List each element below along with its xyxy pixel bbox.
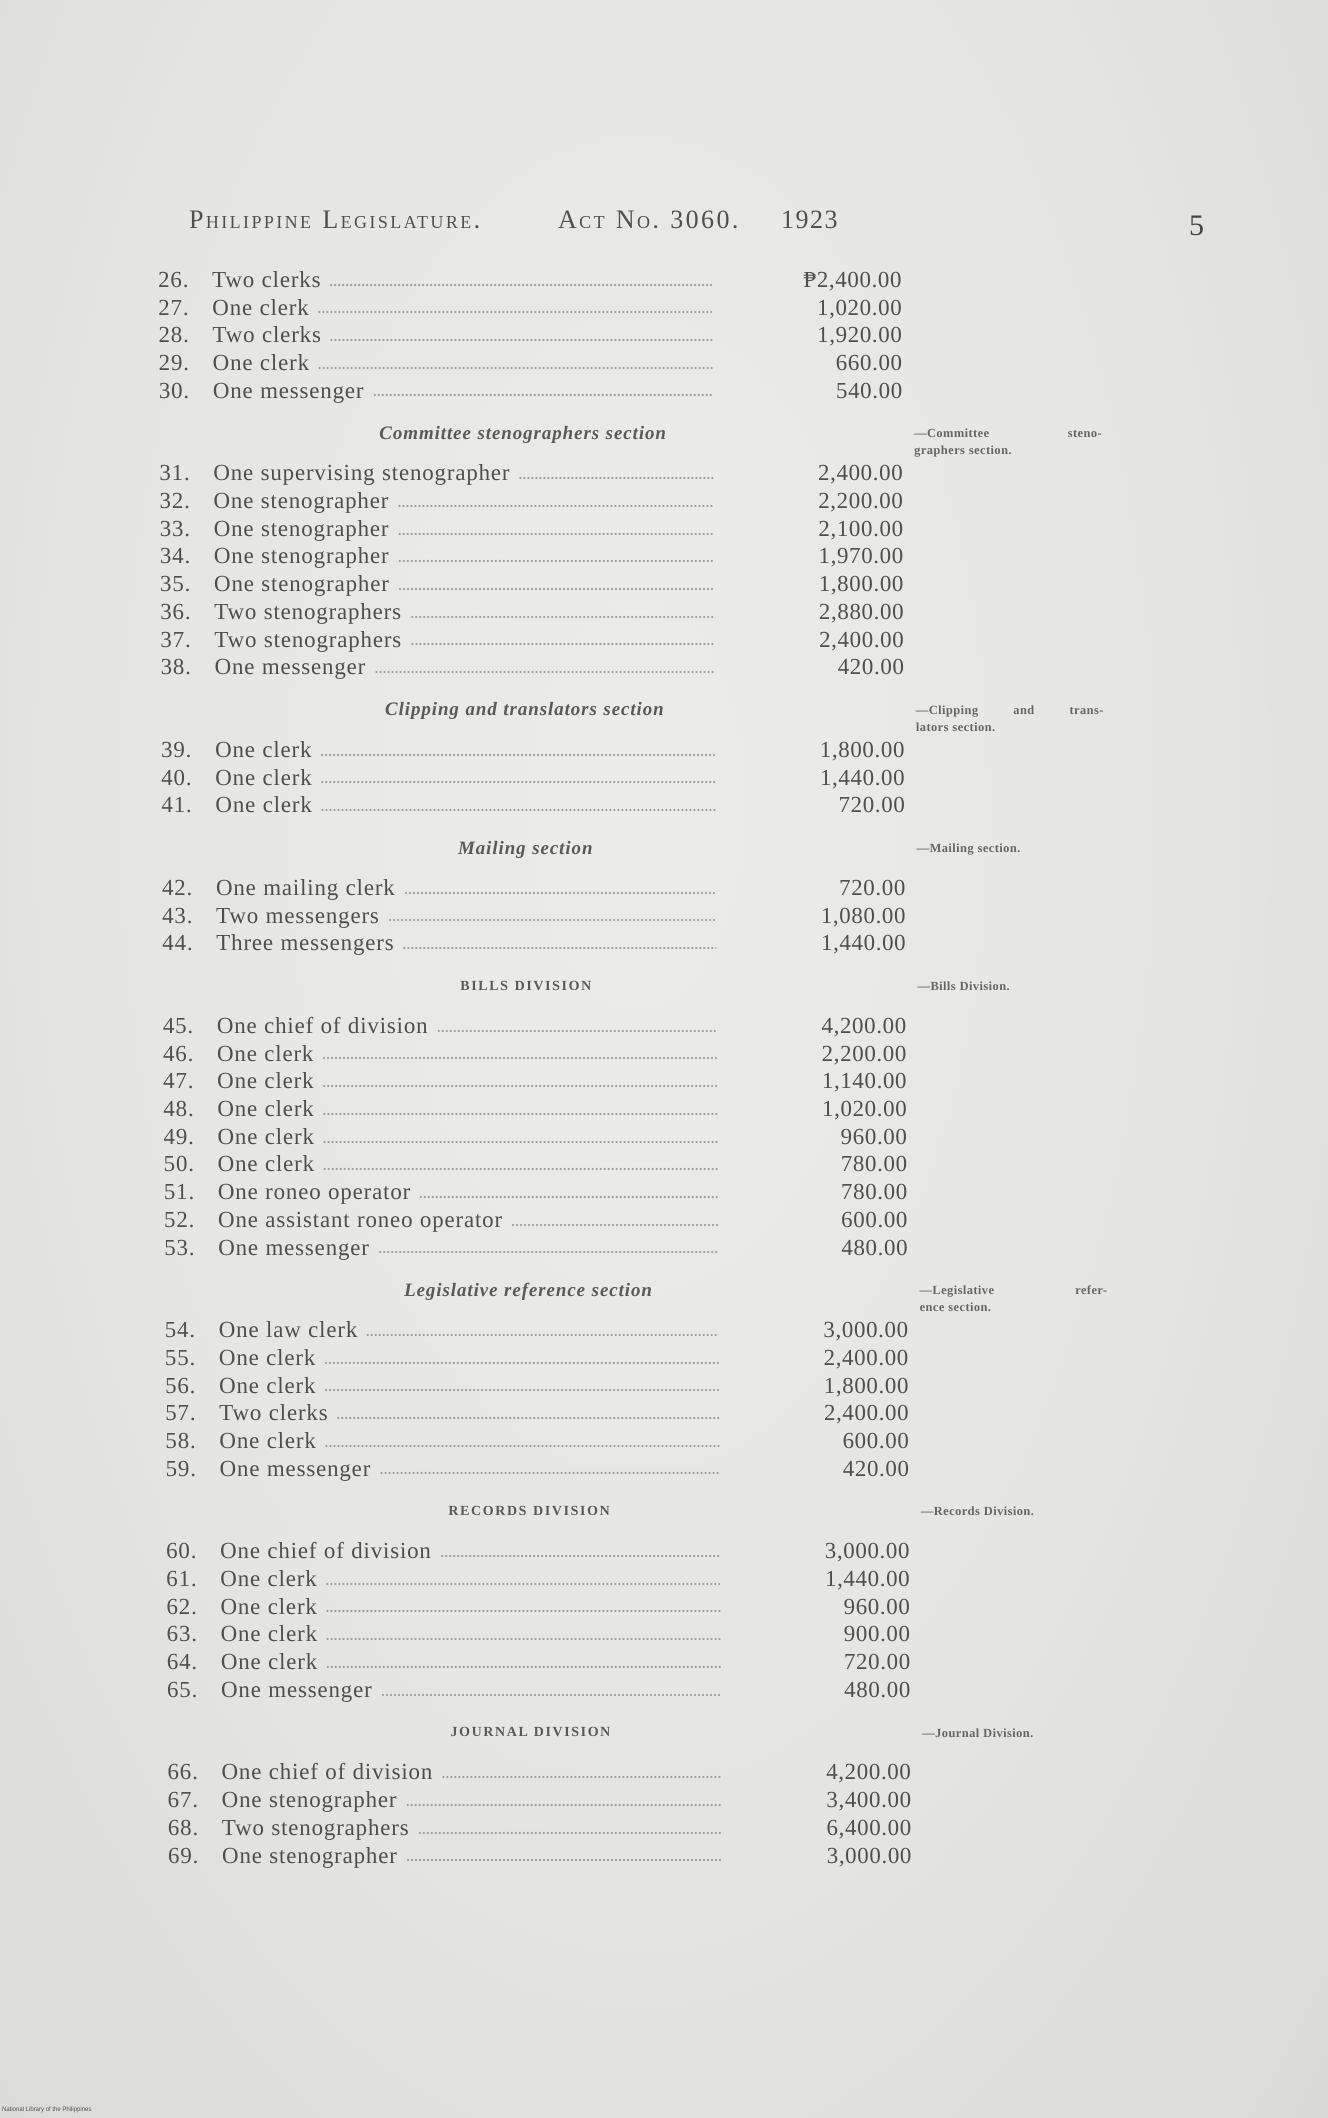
- table-row: [164, 1178, 908, 1206]
- position-label: One stenographer: [213, 515, 390, 541]
- amount-value: 660.00: [835, 349, 903, 375]
- page-number: 5: [1189, 209, 1204, 242]
- table-row: [163, 1067, 907, 1095]
- table-row: [163, 1123, 907, 1151]
- table-row: [159, 487, 903, 515]
- table-row: [164, 1206, 908, 1234]
- amount-value: 3,000.00: [824, 1538, 911, 1564]
- item-number: 66.: [167, 1759, 199, 1785]
- appropriation-list: [158, 266, 1108, 1869]
- amount-value: 900.00: [843, 1621, 911, 1647]
- amount-value: 1,920.00: [817, 322, 903, 348]
- dot-leader: [404, 890, 716, 894]
- table-row: [162, 901, 906, 929]
- item-number: 34.: [159, 543, 192, 569]
- item-number: 30.: [158, 377, 191, 403]
- position-label: One clerk: [217, 1068, 315, 1094]
- item-number: 47.: [163, 1068, 195, 1094]
- dot-leader: [323, 1139, 718, 1143]
- item-number: 33.: [159, 515, 191, 541]
- position-label: One clerk: [215, 764, 313, 790]
- amount-value: 1,970.00: [818, 543, 904, 569]
- dot-leader: [318, 310, 713, 314]
- item-number: 49.: [163, 1123, 195, 1149]
- dot-leader: [511, 1222, 718, 1226]
- margin-note-line: —Committee steno-: [914, 426, 1103, 441]
- item-number: 42.: [161, 874, 194, 900]
- position-label: One clerk: [218, 1372, 317, 1398]
- dot-leader: [366, 1333, 719, 1337]
- dot-leader: [441, 1775, 721, 1779]
- position-label: One clerk: [212, 294, 310, 320]
- dot-leader: [324, 1360, 719, 1364]
- table-row: [165, 1454, 909, 1482]
- table-row: [159, 349, 903, 377]
- table-row: [166, 1565, 910, 1593]
- position-label: One stenographer: [213, 570, 390, 596]
- dot-leader: [381, 1692, 721, 1696]
- margin-note-line: —Records Division.: [920, 1504, 1035, 1519]
- margin-note-line: —Clipping and trans-: [915, 702, 1104, 717]
- item-number: 53.: [164, 1234, 196, 1260]
- position-label: One law clerk: [218, 1317, 359, 1343]
- position-label: One assistant roneo operator: [217, 1206, 503, 1232]
- dot-leader: [320, 752, 715, 756]
- dot-leader: [318, 366, 713, 370]
- table-row: [162, 874, 906, 902]
- dot-leader: [336, 1416, 719, 1420]
- dot-leader: [326, 1582, 721, 1586]
- section-heading-text: JOURNAL DIVISION: [450, 1724, 612, 1740]
- amount-value: 4,200.00: [826, 1759, 912, 1785]
- section-heading-text: Clipping and translators section: [384, 699, 665, 721]
- amount-value: 1,800.00: [818, 570, 905, 596]
- amount-value: 1,140.00: [821, 1068, 908, 1094]
- position-label: Two clerks: [219, 1400, 329, 1426]
- position-label: One mailing clerk: [215, 874, 396, 900]
- dot-leader: [378, 1250, 718, 1254]
- amount-value: 1,800.00: [823, 1372, 910, 1398]
- item-number: 40.: [161, 764, 193, 790]
- margin-note: [917, 978, 1105, 995]
- item-number: 45.: [162, 1012, 195, 1038]
- item-number: 35.: [159, 570, 192, 596]
- dot-leader: [326, 1609, 721, 1613]
- amount-value: 960.00: [843, 1593, 911, 1619]
- table-row: [161, 763, 905, 791]
- position-label: One messenger: [219, 1455, 372, 1481]
- section-heading: [166, 1482, 1035, 1537]
- position-label: One messenger: [214, 654, 367, 680]
- position-label: One stenographer: [221, 1786, 398, 1812]
- item-number: 65.: [166, 1676, 199, 1702]
- dot-leader: [320, 780, 715, 784]
- table-row: [166, 1593, 910, 1621]
- table-row: [163, 1095, 907, 1123]
- item-number: 58.: [165, 1427, 197, 1453]
- dot-leader: [436, 1029, 716, 1033]
- section-heading: [159, 404, 1103, 459]
- item-number: 43.: [162, 902, 194, 928]
- position-label: One stenographer: [213, 487, 390, 513]
- amount-value: 1,440.00: [820, 930, 907, 956]
- dot-leader: [397, 531, 713, 535]
- table-row: [168, 1841, 912, 1869]
- table-row: [165, 1344, 909, 1372]
- item-number: 26.: [158, 266, 190, 292]
- table-row: [168, 1814, 912, 1842]
- position-label: One clerk: [220, 1648, 319, 1674]
- item-number: 41.: [161, 792, 193, 818]
- amount-value: 960.00: [840, 1123, 908, 1149]
- amount-value: 1,080.00: [820, 902, 907, 928]
- dot-leader: [410, 614, 714, 618]
- position-label: One stenographer: [221, 1842, 398, 1868]
- amount-value: 3,400.00: [826, 1786, 912, 1812]
- position-label: Two messengers: [216, 902, 380, 928]
- margin-note: [921, 1503, 1109, 1520]
- position-label: One clerk: [219, 1427, 317, 1453]
- item-number: 50.: [163, 1151, 195, 1177]
- position-label: One clerk: [218, 1344, 317, 1370]
- dot-leader: [326, 1637, 721, 1641]
- table-row: [161, 791, 905, 819]
- margin-note-line: —Journal Division.: [922, 1725, 1034, 1740]
- amount-value: 600.00: [842, 1427, 910, 1453]
- item-number: 48.: [163, 1095, 195, 1121]
- section-heading: [161, 819, 1021, 874]
- position-label: One messenger: [220, 1676, 373, 1702]
- margin-note-line: —Legislative refer-: [919, 1283, 1108, 1298]
- amount-value: 780.00: [840, 1178, 908, 1204]
- item-number: 61.: [166, 1565, 198, 1591]
- table-row: [160, 542, 904, 570]
- amount-value: 1,440.00: [819, 764, 906, 790]
- dot-leader: [440, 1554, 720, 1558]
- dot-leader: [322, 1056, 717, 1060]
- item-number: 63.: [166, 1621, 198, 1647]
- item-number: 38.: [160, 654, 192, 680]
- table-row: [164, 1150, 908, 1178]
- dot-leader: [321, 808, 716, 812]
- section-heading-text: BILLS DIVISION: [460, 978, 593, 994]
- margin-note: [919, 1282, 1107, 1316]
- position-label: One messenger: [212, 377, 365, 403]
- dot-leader: [397, 559, 713, 563]
- section-heading-text: Legislative reference section: [403, 1279, 653, 1301]
- position-label: One clerk: [220, 1593, 318, 1619]
- item-number: 46.: [162, 1040, 195, 1066]
- table-row: [166, 1537, 910, 1565]
- amount-value: 6,400.00: [826, 1814, 912, 1840]
- table-row: [158, 293, 902, 321]
- section-heading-text: Mailing section: [457, 837, 594, 859]
- table-row: [163, 1040, 907, 1068]
- dot-leader: [388, 918, 716, 922]
- position-label: One clerk: [217, 1123, 315, 1149]
- running-head-act: Act No. 3060.: [558, 205, 741, 234]
- amount-value: 420.00: [842, 1455, 910, 1481]
- dot-leader: [329, 282, 712, 286]
- amount-value: 480.00: [844, 1676, 912, 1702]
- amount-value: 2,100.00: [818, 515, 904, 541]
- margin-note-line: —Bills Division.: [917, 978, 1011, 993]
- table-row: [160, 570, 904, 598]
- table-row: [160, 598, 904, 626]
- item-number: 64.: [166, 1648, 199, 1674]
- item-number: 51.: [163, 1178, 196, 1204]
- table-row: [163, 1012, 907, 1040]
- dot-leader: [374, 670, 714, 674]
- amount-value: 1,440.00: [824, 1565, 911, 1591]
- table-row: [167, 1676, 911, 1704]
- position-label: One supervising stenographer: [213, 460, 511, 486]
- item-number: 32.: [159, 487, 191, 513]
- scan-credit: National Library of the Philippines: [2, 2107, 92, 2113]
- section-heading-text: RECORDS DIVISION: [448, 1503, 612, 1519]
- running-head-year: 1923: [781, 205, 839, 234]
- item-number: 31.: [159, 460, 191, 486]
- dot-leader: [398, 587, 714, 591]
- position-label: Two stenographers: [214, 626, 403, 652]
- table-row: [158, 266, 902, 294]
- position-label: One clerk: [214, 736, 313, 762]
- table-row: [162, 929, 906, 957]
- amount-value: 1,020.00: [816, 294, 903, 320]
- table-row: [160, 653, 904, 681]
- table-row: [167, 1648, 911, 1676]
- amount-value: 2,200.00: [818, 487, 904, 513]
- item-number: 68.: [167, 1814, 200, 1840]
- section-heading: [164, 1261, 1108, 1316]
- item-number: 57.: [165, 1400, 197, 1426]
- margin-note-line: —Mailing section.: [916, 840, 1021, 855]
- table-row: [168, 1786, 912, 1814]
- section-heading: [162, 957, 1011, 1012]
- position-label: One chief of division: [221, 1759, 434, 1785]
- item-number: 69.: [167, 1842, 200, 1868]
- table-row: [167, 1758, 911, 1786]
- dot-leader: [402, 946, 716, 950]
- margin-note: [922, 1724, 1110, 1741]
- amount-value: 720.00: [843, 1648, 911, 1674]
- dot-leader: [372, 393, 712, 397]
- item-number: 52.: [163, 1206, 196, 1232]
- position-label: Two stenographers: [214, 598, 402, 624]
- amount-value: 2,200.00: [821, 1040, 908, 1066]
- dot-leader: [518, 476, 713, 480]
- position-label: One clerk: [216, 1040, 315, 1066]
- dot-leader: [324, 1388, 719, 1392]
- item-number: 36.: [160, 598, 192, 624]
- table-row: [165, 1316, 909, 1344]
- table-row: [161, 736, 905, 764]
- item-number: 55.: [164, 1344, 197, 1370]
- margin-note-line: lators section.: [915, 719, 996, 734]
- amount-value: 1,020.00: [821, 1095, 908, 1121]
- item-number: 27.: [158, 294, 190, 320]
- position-label: One clerk: [215, 792, 313, 818]
- position-label: One roneo operator: [217, 1178, 412, 1204]
- table-row: [167, 1620, 911, 1648]
- item-number: 56.: [164, 1372, 197, 1398]
- dot-leader: [325, 1443, 720, 1447]
- position-label: Two clerks: [212, 266, 322, 292]
- table-row: [159, 377, 903, 405]
- table-row: [158, 321, 902, 349]
- amount-value: 480.00: [841, 1234, 909, 1260]
- dot-leader: [419, 1195, 718, 1199]
- dot-leader: [330, 338, 713, 342]
- position-label: One chief of division: [219, 1538, 432, 1564]
- table-row: [165, 1427, 909, 1455]
- dot-leader: [323, 1167, 718, 1171]
- item-number: 39.: [160, 736, 193, 762]
- item-number: 54.: [164, 1317, 196, 1343]
- dot-leader: [405, 1803, 721, 1807]
- amount-value: 3,000.00: [823, 1317, 909, 1343]
- table-row: [164, 1233, 908, 1261]
- position-label: One clerk: [217, 1151, 315, 1177]
- margin-note: [916, 702, 1104, 736]
- item-number: 28.: [158, 322, 190, 348]
- position-label: Three messengers: [216, 930, 395, 956]
- position-label: One messenger: [218, 1234, 370, 1260]
- margin-note: [914, 425, 1102, 459]
- section-heading: [167, 1703, 1034, 1758]
- amount-value: 2,880.00: [818, 598, 905, 624]
- dot-leader: [326, 1665, 721, 1669]
- running-head-title: Philippine Legislature.: [189, 205, 483, 234]
- item-number: 44.: [162, 930, 194, 956]
- amount-value: 2,400.00: [823, 1400, 910, 1426]
- position-label: One stenographer: [213, 543, 390, 569]
- dot-leader: [397, 504, 713, 508]
- position-label: One clerk: [220, 1565, 318, 1591]
- amount-value: 1,800.00: [819, 736, 906, 762]
- table-row: [160, 625, 904, 653]
- table-row: [159, 459, 903, 487]
- section-heading: [161, 681, 1104, 736]
- dot-leader: [410, 642, 714, 646]
- amount-value: 720.00: [838, 874, 906, 900]
- dot-leader: [417, 1830, 721, 1834]
- item-number: 29.: [158, 349, 190, 375]
- amount-value: 720.00: [838, 792, 906, 818]
- amount-value: 540.00: [835, 377, 903, 403]
- section-heading-text: Committee stenographers section: [379, 422, 667, 444]
- amount-value: 2,400.00: [818, 626, 905, 652]
- position-label: One clerk: [217, 1095, 315, 1121]
- item-number: 62.: [166, 1593, 198, 1619]
- dot-leader: [379, 1471, 719, 1475]
- margin-note-line: ence section.: [919, 1300, 992, 1315]
- amount-value: 3,000.00: [826, 1842, 913, 1868]
- amount-value: 780.00: [840, 1151, 908, 1177]
- position-label: One clerk: [212, 349, 310, 375]
- item-number: 67.: [167, 1786, 199, 1812]
- amount-value: 2,400.00: [817, 460, 904, 486]
- position-label: Two clerks: [212, 322, 322, 348]
- item-number: 60.: [165, 1538, 198, 1564]
- position-label: Two stenographers: [221, 1814, 410, 1840]
- dot-leader: [323, 1112, 718, 1116]
- position-label: One chief of division: [216, 1012, 429, 1038]
- amount-value: 420.00: [837, 654, 905, 680]
- item-number: 59.: [165, 1455, 197, 1481]
- table-row: [165, 1371, 909, 1399]
- table-row: [160, 515, 904, 543]
- margin-note-line: graphers section.: [914, 443, 1012, 458]
- amount-value: 600.00: [841, 1206, 909, 1232]
- table-row: [165, 1399, 909, 1427]
- amount-value: 2,400.00: [823, 1344, 909, 1370]
- dot-leader: [322, 1084, 717, 1088]
- position-label: One clerk: [220, 1621, 318, 1647]
- dot-leader: [406, 1858, 722, 1862]
- item-number: 37.: [160, 626, 192, 652]
- amount-value: 4,200.00: [821, 1012, 907, 1038]
- amount-value: ₱2,400.00: [803, 266, 903, 292]
- margin-note: [917, 840, 1105, 857]
